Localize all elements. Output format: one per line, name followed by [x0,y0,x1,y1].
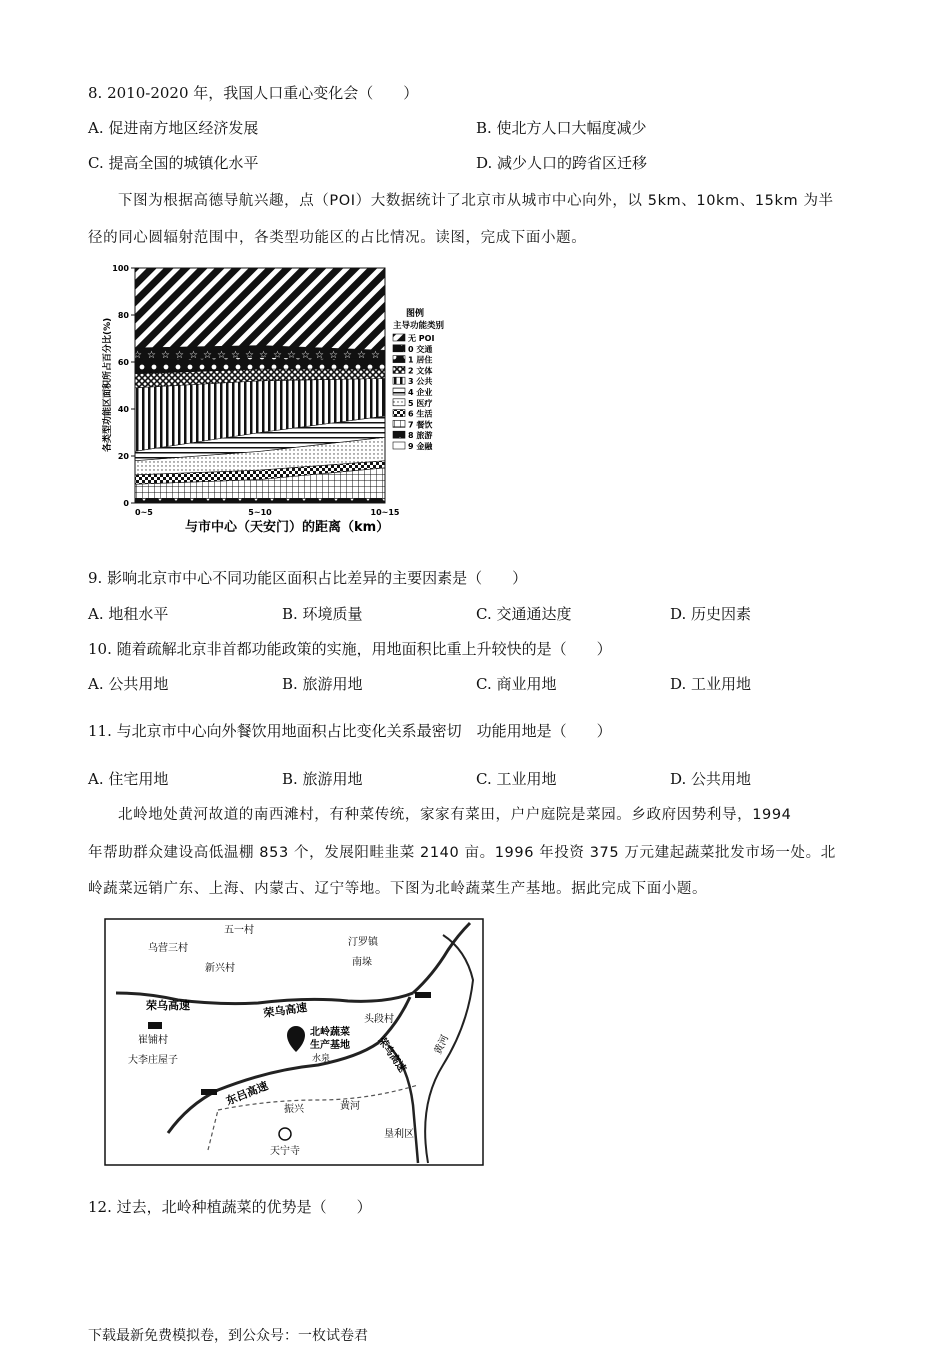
legend-swatch-5 [393,388,405,395]
label-huanghe-1: 黄河 [432,1033,452,1057]
legend-label-0: 无 POI [408,334,435,343]
intro1-line2: 径的同心圆辐射范围中，各类型功能区的占比情况。读图，完成下面小题。 [88,230,587,246]
y-tick-label-2: 40 [117,405,129,414]
q11-option-c: C. 工业用地 [476,770,557,788]
legend-label-3: 2 文体 [408,366,433,376]
legend-label-7: 6 生活 [408,409,433,419]
intro2-line3: 岭蔬菜远销广东、上海、内蒙古、辽宁等地。下图为北岭蔬菜生产基地。据此完成下面小题。 [88,881,708,897]
yaopu-marker [148,1022,162,1029]
intro2-line1: 北岭地处黄河故道的南西滩村，有种菜传统，家家有菜田，户户庭院是菜园。乡政府因势利导，1994 [118,807,792,823]
beiling-vegetable-map [88,905,488,1170]
legend-swatch-0 [393,334,405,341]
label-tianning: 天宁寺 [270,1146,300,1157]
x-tick-label-1: 5~10 [248,508,272,517]
intro1-line1: 下图为根据高德导航兴趣，点（POI）大数据统计了北京市从城市中心向外，以 5km、10km、15km 为半 [118,193,834,209]
area-series-10 [135,268,385,350]
label-toudu: 头段村 [364,1014,394,1025]
y-tick-label-1: 20 [117,452,129,461]
label-base-2: 生产基地 [310,1040,350,1051]
q9-stem: 9. 影响北京市中心不同功能区面积占比差异的主要因素是（ ） [88,569,528,587]
label-rongwu-1: 荣乌高速 [146,999,190,1012]
temple-icon [279,1128,291,1140]
y-axis-label: 各类型功能区面积所占百分比(%) [103,317,113,452]
legend-swatch-3 [393,366,405,373]
q12-stem: 12. 过去，北岭种植蔬菜的优势是（ ） [88,1198,372,1216]
q11-option-a: A. 住宅用地 [88,770,169,788]
q9-option-c: C. 交通通达度 [476,605,572,623]
label-base-1: 北岭蔬菜 [310,1027,350,1038]
y-axis-ticks [112,264,135,508]
toudu-marker [415,992,431,998]
chart-svg [88,252,468,542]
legend-label-9: 8 旅游 [408,431,433,441]
label-rongwu-2: 荣乌高速 [262,1000,308,1020]
label-nanpo: 南垛 [352,957,372,968]
legend-label-8: 7 餐饮 [408,420,433,430]
legend-swatch-9 [393,431,405,438]
q8-option-a: A. 促进南方地区经济发展 [88,119,259,137]
q10-option-d: D. 工业用地 [670,675,752,693]
poi-area-chart [88,252,468,542]
legend-label-4: 3 公共 [408,377,433,387]
legend-swatch-7 [393,410,405,417]
legend-swatch-4 [393,377,405,384]
dongl-marker [201,1089,217,1095]
y-tick-label-0: 0 [123,499,129,508]
q8-option-c: C. 提高全国的城镇化水平 [88,154,259,172]
intro2-line2: 年帮助群众建设高低温棚 853 个，发展阳畦韭菜 2140 亩。1996 年投资 375 万元建起蔬菜批发市场一处。北 [88,845,836,861]
label-kenli: 垦利区 [384,1129,414,1140]
page-footer: 下载最新免费模拟卷，到公众号：一枚试卷君 [88,1328,368,1344]
legend-swatch-1 [393,345,405,352]
legend-swatch-2 [393,356,405,363]
legend-label-5: 4 企业 [408,388,433,397]
legend-label-2: 1 居住 [408,355,433,365]
x-tick-label-0: 0~5 [135,508,153,517]
area-series-1 [135,498,385,503]
q9-option-d: D. 历史因素 [670,605,752,623]
q11-option-b: B. 旅游用地 [282,770,363,788]
label-xinxing: 新兴村 [205,963,235,974]
chart-areas [135,268,385,503]
label-wuying: 乌营三村 [148,943,188,954]
x-tick-label-2: 10~15 [370,508,400,517]
q8-option-b: B. 使北方人口大幅度减少 [476,119,647,137]
legend-swatch-8 [393,420,405,427]
label-huanghe-2: 黄河 [340,1101,360,1112]
x-axis-ticks [135,508,400,517]
legend-label-10: 9 金融 [408,442,433,451]
q10-stem: 10. 随着疏解北京非首都功能政策的实施，用地面积比重上升较快的是（ ） [88,640,612,658]
q11-option-d: D. 公共用地 [670,770,752,788]
chart-legend [393,307,445,451]
label-zhenxing: 振兴 [284,1104,304,1115]
q10-option-a: A. 公共用地 [88,675,169,693]
q9-option-a: A. 地租水平 [88,605,169,623]
legend-subtitle: 主导功能类别 [393,321,445,331]
y-tick-label-3: 60 [117,358,129,367]
q8-stem: 8. 2010-2020 年，我国人口重心变化会（ ） [88,84,419,102]
map-svg [88,905,488,1170]
q11-stem: 11. 与北京市中心向外餐饮用地面积占比变化关系最密切 功能用地是（ ） [88,722,612,740]
y-tick-label-5: 100 [112,264,129,273]
label-tingluo: 汀罗镇 [348,937,378,948]
label-rongwu-3: 荣乌高速 [375,1035,408,1075]
legend-swatch-6 [393,399,405,406]
q10-option-c: C. 商业用地 [476,675,557,693]
label-dali: 大李庄屋子 [128,1055,178,1066]
q8-option-d: D. 减少人口的跨省区迁移 [476,154,648,172]
x-axis-label: 与市中心（天安门）的距离（km） [185,520,390,535]
legend-swatch-10 [393,442,405,449]
label-dongl: 东吕高速 [224,1079,270,1108]
legend-title: 图例 [406,309,425,319]
legend-label-6: 5 医疗 [408,398,433,408]
legend-label-1: 0 交通 [408,344,433,354]
y-tick-label-4: 80 [117,311,129,320]
label-wuyi: 五一村 [224,925,254,936]
q10-option-b: B. 旅游用地 [282,675,363,693]
label-yaopu: 崔铺村 [138,1035,168,1046]
q9-option-b: B. 环境质量 [282,605,363,623]
label-shuibao: 水泉 [312,1054,331,1064]
